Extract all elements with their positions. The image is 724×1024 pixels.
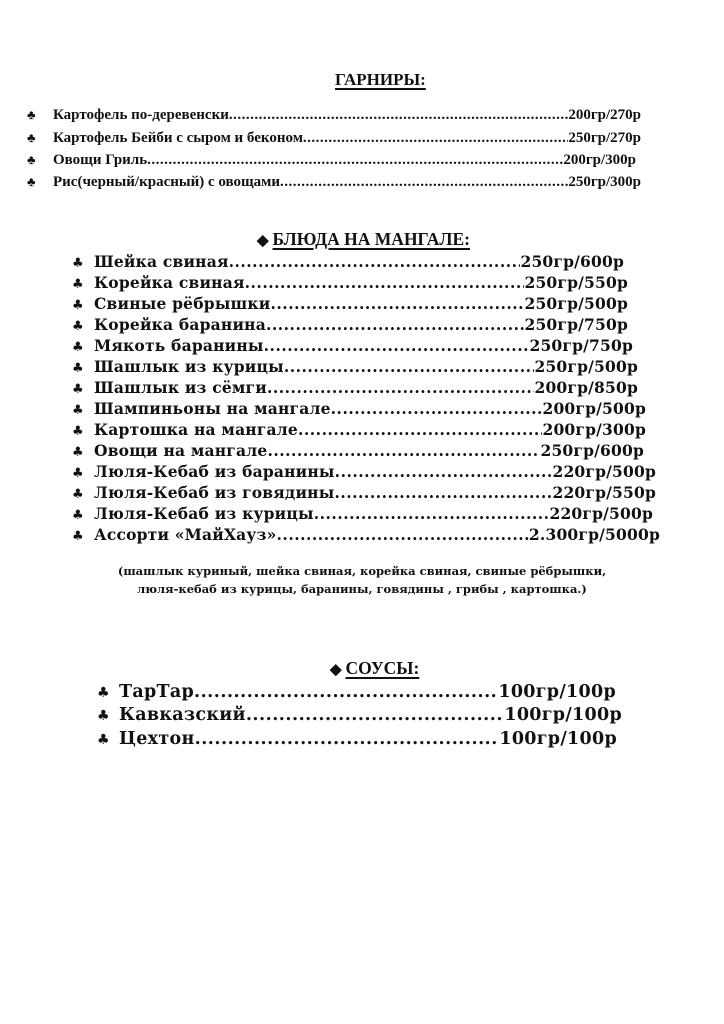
item-name: Картофель по-деревенски	[53, 107, 229, 123]
menu-item	[72, 378, 638, 399]
item-price: 250гр/550р	[524, 273, 628, 292]
club-icon: ♣	[72, 340, 84, 355]
item-name: Люля-Кебаб из говядины	[94, 483, 335, 502]
club-icon: ♣	[72, 508, 84, 523]
item-name: Картофель Бейби с сыром и беконом	[53, 130, 303, 146]
club-icon: ♣	[72, 445, 84, 460]
section-title: СОУСЫ:	[345, 658, 420, 678]
menu-item	[97, 682, 616, 704]
item-name: ТарТар	[119, 682, 194, 702]
item-name: Цехтон	[119, 729, 195, 749]
item-price: 200гр/300р	[542, 420, 646, 439]
dot-leader	[229, 252, 521, 271]
item-price: 250гр/500р	[534, 357, 638, 376]
dot-leader	[267, 441, 540, 460]
item-name: Овощи на мангале	[94, 441, 268, 460]
dot-leader	[147, 152, 563, 169]
item-price: 250гр/750р	[524, 315, 628, 334]
dot-leader	[264, 336, 530, 355]
club-icon: ♣	[72, 466, 84, 481]
item-price: 250гр/300р	[568, 174, 641, 190]
menu-item	[27, 107, 641, 128]
note-line: (шашлык куриный, шейка свиная, корейка свиная, свиные рёбрышки,	[117, 564, 607, 578]
dot-leader	[266, 315, 524, 334]
item-name: Овощи Гриль	[53, 152, 148, 168]
club-icon: ♣	[27, 130, 36, 145]
section-title: БЛЮДА НА МАНГАЛЕ:	[272, 229, 470, 249]
item-name: Кавказский	[119, 705, 246, 725]
dot-leader	[334, 483, 552, 502]
item-price: 250гр/270р	[568, 130, 641, 146]
menu-item	[72, 420, 646, 441]
item-price: 100гр/100р	[504, 705, 622, 725]
item-name: Шампиньоны на мангале	[94, 399, 331, 418]
item-name: Люля-Кебаб из баранины	[94, 462, 335, 481]
club-icon: ♣	[72, 298, 84, 313]
menu-item	[72, 504, 653, 525]
dot-leader	[195, 729, 500, 749]
club-icon: ♣	[27, 174, 36, 189]
item-name: Шейка свиная	[94, 252, 229, 271]
item-name: Шашлык из курицы	[94, 357, 284, 376]
item-price: 100гр/100р	[498, 682, 616, 702]
dot-leader	[246, 705, 505, 725]
club-icon: ♣	[72, 424, 84, 439]
item-name: Ассорти «МайХауз»	[94, 525, 277, 544]
menu-item	[72, 252, 624, 273]
menu-item	[72, 483, 656, 504]
menu-item	[72, 525, 660, 546]
club-icon: ♣	[72, 382, 84, 397]
club-icon: ♣	[72, 529, 84, 544]
item-price: 250гр/600р	[520, 252, 624, 271]
dot-leader	[271, 294, 525, 313]
item-price: 200гр/300р	[563, 152, 636, 168]
item-price: 250гр/500р	[524, 294, 628, 313]
diamond-icon: ◆	[257, 233, 269, 249]
club-icon: ♣	[27, 152, 36, 167]
assortment-note	[0, 562, 724, 598]
item-name: Рис(черный/красный) с овощами	[53, 174, 281, 190]
item-price: 200гр/850р	[534, 378, 638, 397]
menu-item	[72, 336, 633, 357]
club-icon: ♣	[72, 487, 84, 502]
diamond-icon: ◆	[330, 662, 342, 678]
item-price: 200гр/500р	[542, 399, 646, 418]
dot-leader	[335, 462, 553, 481]
menu-item	[72, 441, 644, 462]
club-icon: ♣	[97, 708, 110, 724]
note-line: люля-кебаб из курицы, баранины, говядины , грибы , картошка.)	[137, 582, 587, 596]
item-price: 220гр/550р	[552, 483, 656, 502]
menu-item	[97, 705, 622, 727]
section-heading-grill	[257, 229, 470, 250]
club-icon: ♣	[27, 107, 36, 122]
item-name: Мякоть баранины	[94, 336, 264, 355]
item-name: Картошка на мангале	[94, 420, 298, 439]
section-heading-sauces	[330, 658, 419, 679]
item-price: 2.300гр/5000р	[528, 525, 660, 544]
menu-item	[97, 729, 617, 751]
item-name: Люля-Кебаб из курицы	[94, 504, 314, 523]
club-icon: ♣	[72, 277, 84, 292]
item-price: 100гр/100р	[499, 729, 617, 749]
menu-item	[72, 315, 628, 336]
item-name: Корейка свиная	[94, 273, 245, 292]
menu-item	[72, 357, 638, 378]
section-title: ГАРНИРЫ:	[335, 70, 426, 89]
item-name: Шашлык из сёмги	[94, 378, 267, 397]
dot-leader	[331, 399, 543, 418]
menu-item	[27, 152, 636, 173]
menu-item	[72, 399, 646, 420]
item-price: 250гр/600р	[540, 441, 644, 460]
dot-leader	[245, 273, 525, 292]
item-price: 250гр/750р	[529, 336, 633, 355]
dot-leader	[267, 378, 534, 397]
menu-item	[27, 174, 641, 195]
item-price: 200гр/270р	[568, 107, 641, 123]
club-icon: ♣	[72, 361, 84, 376]
dot-leader	[280, 174, 568, 191]
section-heading-garnish	[335, 70, 426, 90]
club-icon: ♣	[97, 685, 110, 701]
menu-item	[27, 130, 641, 151]
club-icon: ♣	[97, 732, 110, 748]
dot-leader	[284, 357, 535, 376]
dot-leader	[277, 525, 529, 544]
dot-leader	[303, 130, 568, 147]
dot-leader	[229, 107, 568, 124]
menu-item	[72, 462, 656, 483]
club-icon: ♣	[72, 403, 84, 418]
item-name: Корейка баранина	[94, 315, 266, 334]
club-icon: ♣	[72, 319, 84, 334]
dot-leader	[298, 420, 542, 439]
item-price: 220гр/500р	[549, 504, 653, 523]
club-icon: ♣	[72, 256, 84, 271]
menu-item	[72, 273, 628, 294]
item-price: 220гр/500р	[552, 462, 656, 481]
menu-item	[72, 294, 628, 315]
dot-leader	[314, 504, 550, 523]
item-name: Свиные рёбрышки	[94, 294, 271, 313]
dot-leader	[194, 682, 498, 702]
